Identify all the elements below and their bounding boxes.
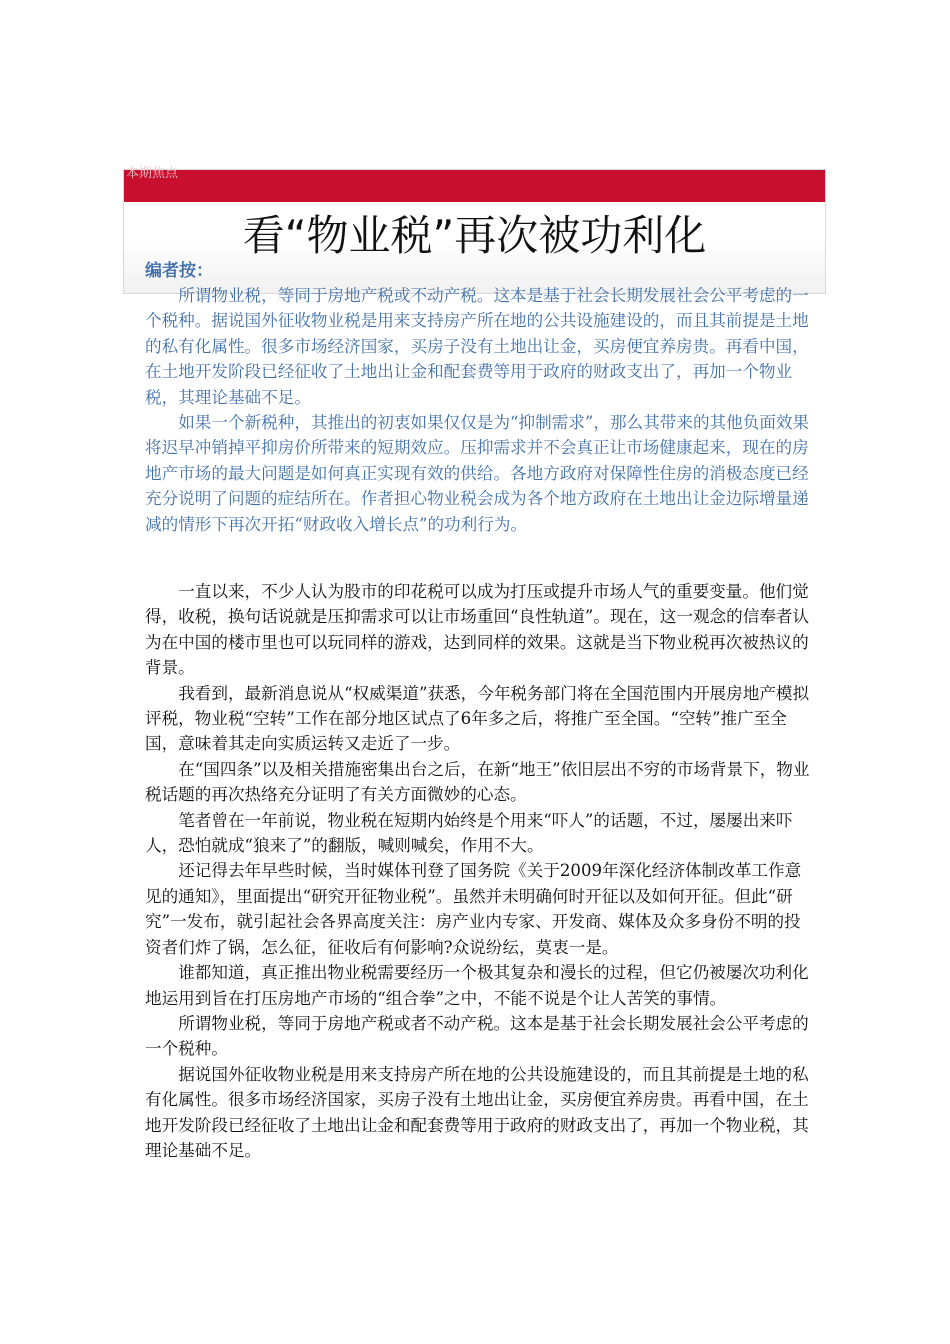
editor-note-paragraph: 所谓物业税，等同于房地产税或不动产税。这本是基于社会长期发展社会公平考虑的一个税种。据说国外征收物业税是用来支持房产所在地的公共设施建设的，而且其前提是土地的私有化属性。很多市场经济国家，买房子没有土地出让金，买房便宜养房贵。再看中国，在土地开发阶段已经征收了土地出让金和配套费等用于政府的财政支出了，再加一个物业税，其理论基础不足。: [145, 286, 809, 407]
editor-note-paragraph: 如果一个新税种，其推出的初衷如果仅仅是为“抑制需求”，那么其带来的其他负面效果将迟早冲销掉平抑房价所带来的短期效应。压抑需求并不会真正让市场健康起来，现在的房地产市场的最大问题是如何真正实现有效的供给。各地方政府对保障性住房的消极态度已经充分说明了问题的症结所在。作者担心物业税会成为各个地方政府在土地出让金边际增量递减的情形下再次开拓“财政收入增长点”的功利行为。: [145, 413, 810, 534]
body-paragraph: 在“国四条”以及相关措施密集出台之后，在新“地王”依旧层出不穷的市场背景下，物业税话题的再次热络充分证明了有关方面微妙的心态。: [145, 759, 810, 805]
section-label: 本期焦点: [126, 166, 179, 181]
body-paragraph: 我看到，最新消息说从“权威渠道”获悉，今年税务部门将在全国范围内开展房地产模拟评税，物业税“空转”工作在部分地区试点了6年多之后，将推广至全国。“空转”推广至全国，意味着其走向实质运转又走近了一步。: [145, 683, 810, 754]
editor-note-label: 编者按：: [145, 261, 213, 281]
body-paragraph: 一直以来，不少人认为股市的印花税可以成为打压或提升市场人气的重要变量。他们觉得，收税，换句话说就是压抑需求可以让市场重回“良性轨道”。现在，这一观念的信奉者认为在中国的楼市里也可以玩同样的游戏，达到同样的效果。这就是当下物业税再次被热议的背景。: [145, 582, 810, 678]
body-paragraph: 据说国外征收物业税是用来支持房产所在地的公共设施建设的，而且其前提是土地的私有化属性。很多市场经济国家，买房子没有土地出让金，买房便宜养房贵。再看中国，在土地开发阶段已经征收了土地出让金和配套费等用于政府的财政支出了，再加一个物业税，其理论基础不足。: [145, 1064, 809, 1160]
article-body: [145, 579, 813, 1163]
editor-note: [145, 283, 813, 537]
body-paragraph: 谁都知道，真正推出物业税需要经历一个极其复杂和漫长的过程，但它仍被屡次功利化地运用到旨在打压房地产市场的“组合拳”之中，不能不说是个让人苦笑的事情。: [145, 963, 809, 1008]
body-paragraph: 笔者曾在一年前说，物业税在短期内始终是个用来“吓人”的话题，不过，屡屡出来吓人，恐怕就成“狼来了”的翻版，喊则喊矣，作用不大。: [145, 810, 793, 856]
body-paragraph: 还记得去年早些时候，当时媒体刊登了国务院《关于2009年深化经济体制改革工作意见的通知》，里面提出“研究开征物业税”。虽然并未明确何时开征以及如何开征。但此“研究”一发布，就引起社会各界高度关注：房产业内专家、开发商、媒体及众多身份不明的投资者们炸了锅，怎么征，征收后有何影响?众说纷纭，莫衷一是。: [145, 861, 802, 957]
body-paragraph: 所谓物业税，等同于房地产税或者不动产税。这本是基于社会长期发展社会公平考虑的一个税种。: [145, 1013, 809, 1059]
page-title: 看“物业税”再次被功利化: [242, 211, 707, 260]
section-band: [124, 166, 825, 202]
header-box: [123, 166, 826, 294]
